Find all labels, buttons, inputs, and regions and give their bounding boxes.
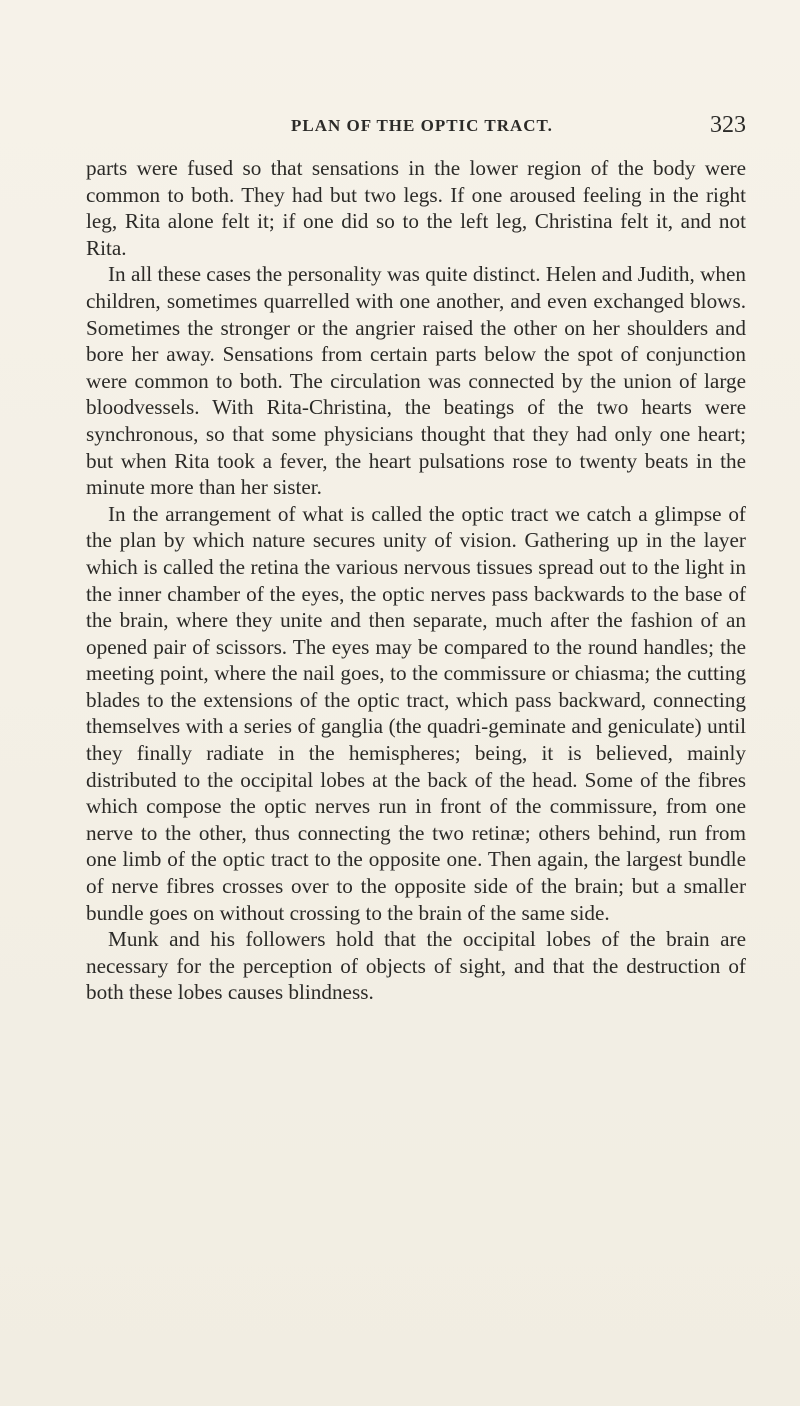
paragraph-munk: Munk and his followers hold that the occipital lobes of the brain are necessary for the perception of objects of sight, and that the destruction of both these lobes causes blindness.: [86, 927, 746, 1005]
paragraph-personality: In all these cases the personality was quite distinct. Helen and Judith, when children, sometimes quarrelled with one another, and even exchanged blows. Sometimes the stronger or the angrier raised the other on her shoulders and bore her away. Sensations from certain parts below the spot of conjunction were common to both. The circulation was connected by the union of large bloodvessels. With Rita-Christina, the beatings of the two hearts were synchronous, so that some physicians thought that they had only one heart; but when Rita took a fever, the heart pulsations rose to twenty beats in the minute more than her sister.: [86, 262, 746, 500]
page-header: [86, 112, 746, 142]
paragraph-optic-tract: In the arrangement of what is called the optic tract we catch a glimpse of the plan by which nature secures unity of vision. Gathering up in the layer which is called the retina the various nervous tissues spread out to the light in the inner chamber of the eyes, the optic nerves pass backwards to the base of the brain, where they unite and then separate, much after the fashion of an opened pair of scissors. The eyes may be compared to the round handles; the meeting point, where the nail goes, to the commissure or chiasma; the cutting blades to the extensions of the optic tract, which pass backward, connecting themselves with a series of ganglia (the quadri-geminate and geniculate) until they finally radiate in the hemispheres; being, it is believed, mainly distributed to the occipital lobes at the back of the head. Some of the fibres which compose the optic nerves run in front of the commissure, from one nerve to the other, thus connecting the two retinæ; others behind, run from one limb of the optic tract to the opposite one. Then again, the largest bundle of nerve fibres crosses over to the opposite side of the brain; but a smaller bundle goes on without crossing to the brain of the same side.: [86, 501, 746, 925]
running-head: PLAN OF THE OPTIC TRACT.: [291, 116, 553, 135]
paragraph-continued: parts were fused so that sensations in the lower region of the body were common to both. They had but two legs. If one aroused feeling in the right leg, Rita alone felt it; if one did so to the left leg, Christina felt it, and not Rita.: [86, 156, 746, 260]
body-text: [86, 155, 746, 1006]
page-number: 323: [710, 112, 746, 138]
